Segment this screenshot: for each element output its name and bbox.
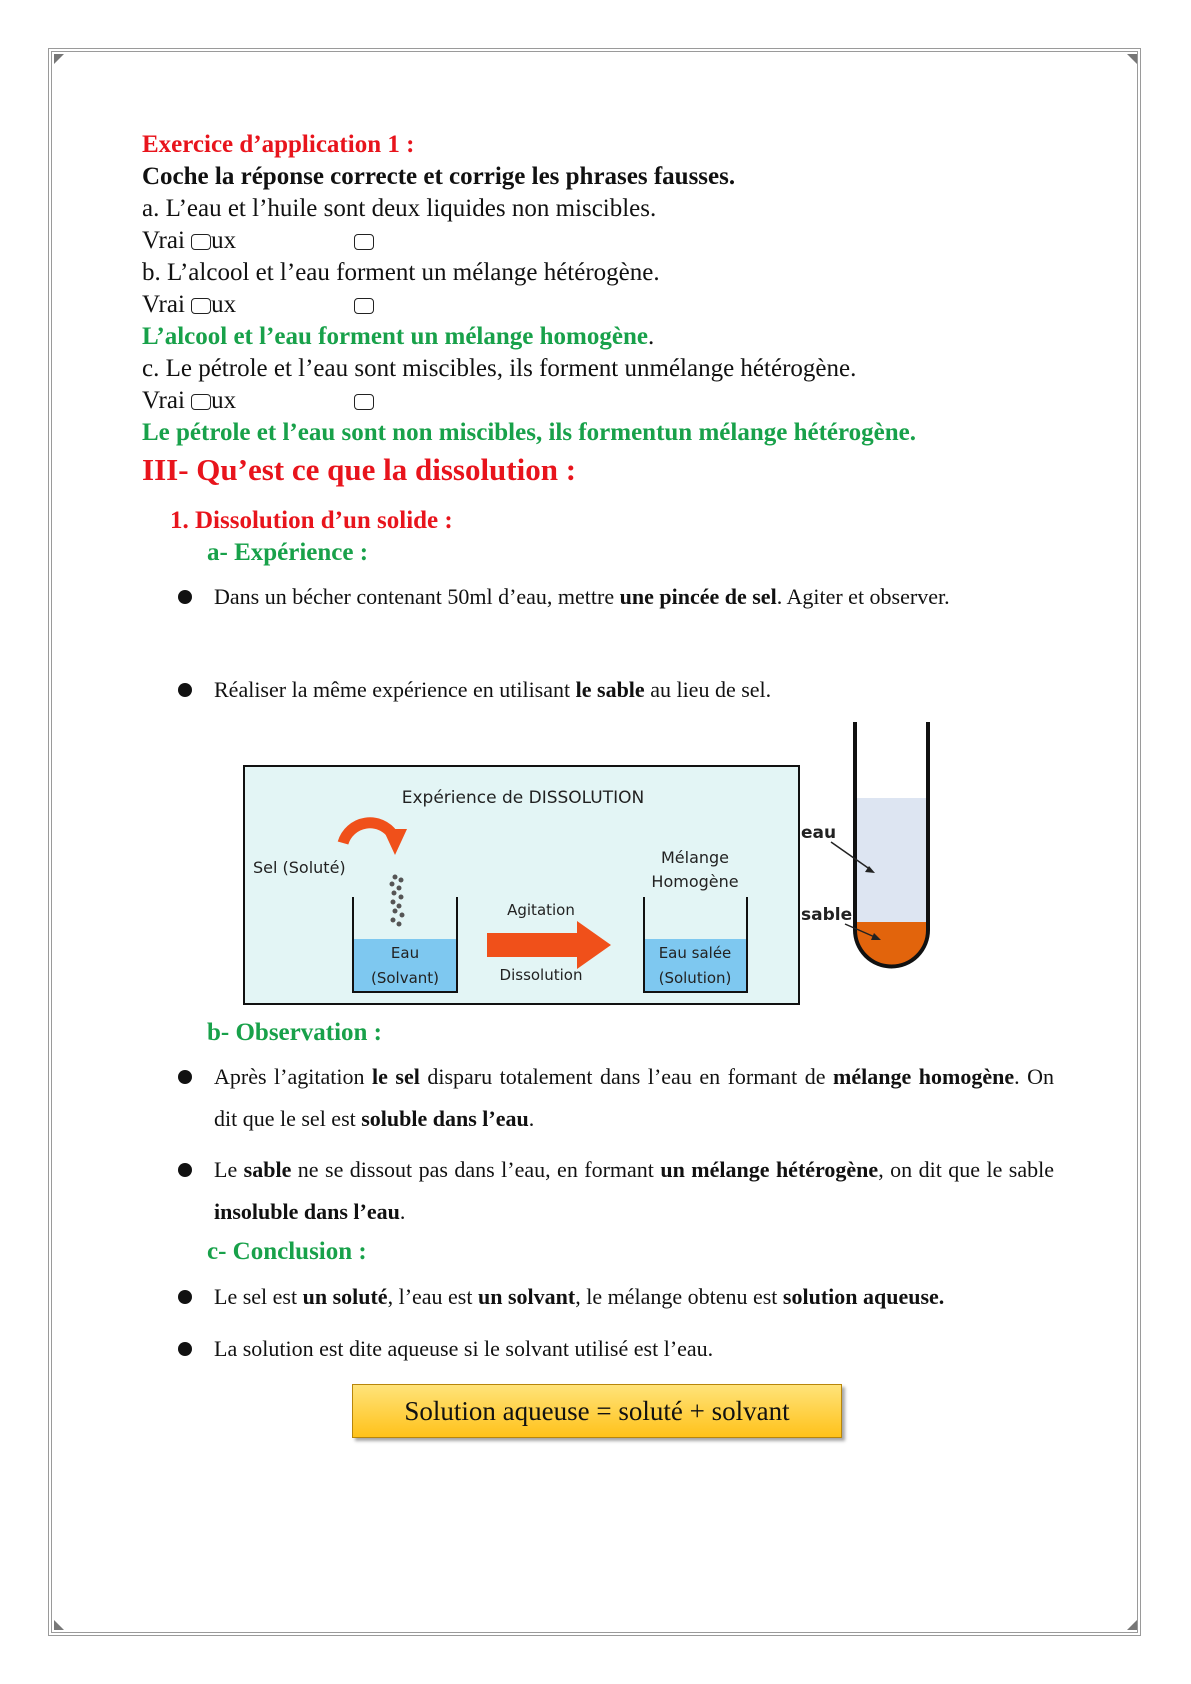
tube-sand (855, 922, 928, 967)
faux-label: ux (211, 387, 237, 414)
statement-a: a. L’eau et l’huile sont deux liquides non miscibles. (142, 195, 657, 222)
bullet-icon (178, 1290, 192, 1304)
conclusion-2: La solution est dite aqueuse si le solvant utilisé est l’eau. (214, 1336, 714, 1361)
experience-title: a- Expérience : (207, 539, 369, 566)
bullet-icon (178, 1163, 192, 1177)
corner-ornament-bottom-right (1127, 1620, 1137, 1630)
solute-label: Sel (Soluté) (253, 858, 346, 877)
sand-water-test-tube (795, 720, 970, 992)
salted-water-label: Eau salée (658, 944, 732, 962)
faux-checkbox[interactable] (354, 394, 374, 410)
homogeneous-label: Homogène (651, 872, 739, 891)
observation-1: Après l’agitation le sel disparu totalement dans l’eau en formant de mélange homogène. On dit que le sel est soluble dans l’eau. (214, 1064, 1054, 1131)
bullet-icon (178, 683, 192, 697)
faux-label: ux (211, 291, 237, 318)
experience-step-1: Dans un bécher contenant 50ml d’eau, mettre une pincée de sel. Agiter et observer. (214, 584, 950, 609)
observation-title: b- Observation : (207, 1019, 382, 1046)
correction-b-end: . (647, 323, 655, 350)
correction-c: Le pétrole et l’eau sont non miscibles, ils formentun mélange hétérogène. (142, 419, 916, 446)
water-label: Eau (390, 944, 420, 962)
vrai-label: Vrai (142, 227, 185, 254)
answer-row-b (142, 290, 374, 320)
exercise-instruction: Coche la réponse correcte et corrige les phrases fausses. (142, 163, 736, 190)
statement-b: b. L’alcool et l’eau forment un mélange hétérogène. (142, 259, 660, 286)
observation-2: Le sable ne se dissout pas dans l’eau, en formant un mélange hétérogène, on dit que le sable insoluble dans l’eau. (214, 1157, 1055, 1224)
section-title: III- Qu’est ce que la dissolution : (142, 452, 577, 487)
corner-ornament-top-right (1127, 54, 1137, 64)
conclusion-title: c- Conclusion : (207, 1238, 367, 1265)
faux-checkbox[interactable] (354, 298, 374, 314)
answer-row-a (142, 226, 374, 256)
formula-box: Solution aqueuse = soluté + solvant (352, 1384, 842, 1438)
diagram-title: Expérience de DISSOLUTION (401, 788, 645, 808)
bullet-icon (178, 590, 192, 604)
corner-ornament-top-left (54, 54, 64, 64)
corner-ornament-bottom-left (54, 1620, 64, 1630)
vrai-checkbox[interactable] (191, 394, 211, 410)
vrai-label: Vrai (142, 291, 185, 318)
vrai-label: Vrai (142, 387, 185, 414)
subsection-1-title: 1. Dissolution d’un solide : (170, 507, 453, 534)
solvent-label: (Solvant) (370, 969, 440, 987)
statement-c: c. Le pétrole et l’eau sont miscibles, ils forment unmélange hétérogène. (142, 355, 857, 382)
correction-b (142, 322, 654, 352)
vrai-checkbox[interactable] (191, 298, 211, 314)
experience-step-2: Réaliser la même expérience en utilisant le sable au lieu de sel. (214, 677, 772, 702)
exercise-title: Exercice d’application 1 : (142, 131, 415, 158)
faux-label: ux (211, 227, 237, 254)
water-label: eau (801, 823, 837, 843)
answer-row-c (142, 386, 374, 416)
conclusion-1: Le sel est un soluté, l’eau est un solvant, le mélange obtenu est solution aqueuse. (214, 1284, 945, 1309)
bullet-icon (178, 1342, 192, 1356)
correction-b-text: L’alcool et l’eau forment un mélange homogène (142, 323, 648, 350)
sand-label: sable (801, 905, 853, 925)
vrai-checkbox[interactable] (191, 234, 211, 250)
dissolution-label: Dissolution (499, 966, 583, 984)
dissolution-diagram (243, 765, 800, 1005)
mixture-label: Mélange (660, 848, 730, 867)
faux-checkbox[interactable] (354, 234, 374, 250)
bullet-icon (178, 1070, 192, 1084)
agitation-label: Agitation (507, 901, 575, 919)
solution-label: (Solution) (658, 969, 732, 987)
